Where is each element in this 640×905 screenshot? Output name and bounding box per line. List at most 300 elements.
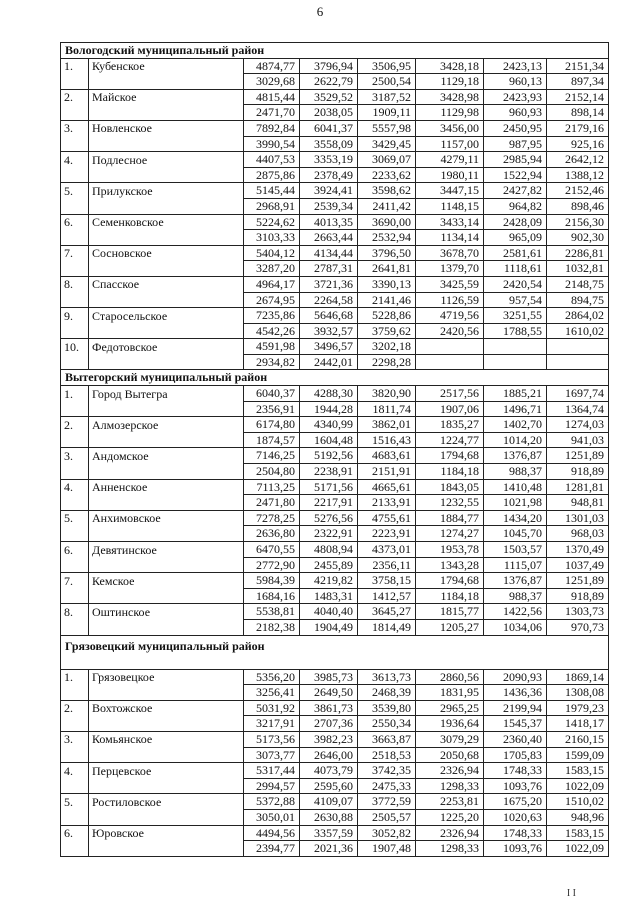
row-index xyxy=(61,292,89,308)
value-cell: 1022,09 xyxy=(547,778,609,794)
value-cell: 1251,89 xyxy=(547,448,609,464)
value-cell: 1303,73 xyxy=(547,604,609,620)
row-index: 1. xyxy=(61,669,89,685)
value-cell: 2504,80 xyxy=(244,464,300,480)
value-cell: 2217,91 xyxy=(300,495,358,511)
value-cell: 1583,15 xyxy=(547,763,609,779)
value-cell: 1281,81 xyxy=(547,479,609,495)
row-index: 2. xyxy=(61,417,89,433)
settlement-name: Старосельское xyxy=(89,308,244,324)
row-index: 1. xyxy=(61,386,89,402)
value-cell: 1129,98 xyxy=(416,105,484,121)
row-index: 6. xyxy=(61,214,89,230)
row-index: 5. xyxy=(61,510,89,526)
value-cell: 4109,07 xyxy=(300,794,358,810)
value-cell: 6041,37 xyxy=(300,120,358,136)
settlement-name: Семенковское xyxy=(89,214,244,230)
value-cell: 2505,57 xyxy=(358,809,416,825)
value-cell: 1422,56 xyxy=(484,604,547,620)
value-cell: 3990,54 xyxy=(244,136,300,152)
value-cell: 1944,28 xyxy=(300,401,358,417)
settlement-name: Девятинское xyxy=(89,542,244,558)
value-cell: 3287,20 xyxy=(244,261,300,277)
value-cell: 925,16 xyxy=(547,136,609,152)
value-cell: 2286,81 xyxy=(547,245,609,261)
value-cell: 1037,49 xyxy=(547,557,609,573)
row-index: 3. xyxy=(61,448,89,464)
table-row xyxy=(61,604,609,620)
value-cell: 1884,77 xyxy=(416,510,484,526)
settlement-name: Кубенское xyxy=(89,58,244,74)
row-index xyxy=(61,588,89,604)
table-row xyxy=(61,323,609,339)
value-cell: 2151,91 xyxy=(358,464,416,480)
value-cell: 5276,56 xyxy=(300,510,358,526)
value-cell: 1604,48 xyxy=(300,432,358,448)
value-cell: 1021,98 xyxy=(484,495,547,511)
row-index xyxy=(61,105,89,121)
row-index xyxy=(61,778,89,794)
row-index xyxy=(61,716,89,732)
value-cell: 2090,93 xyxy=(484,669,547,685)
table-row xyxy=(61,557,609,573)
section-title: Вытегорский муниципальный район xyxy=(61,370,609,386)
settlement-name xyxy=(89,198,244,214)
value-cell: 3796,50 xyxy=(358,245,416,261)
section-title: Вологодский муниципальный район xyxy=(61,43,609,59)
value-cell: 1376,87 xyxy=(484,448,547,464)
value-cell: 5372,88 xyxy=(244,794,300,810)
table-row xyxy=(61,432,609,448)
table-row xyxy=(61,292,609,308)
table-row xyxy=(61,794,609,810)
value-cell xyxy=(416,339,484,355)
value-cell: 7113,25 xyxy=(244,479,300,495)
value-cell: 3932,57 xyxy=(300,323,358,339)
table-row xyxy=(61,245,609,261)
value-cell: 3353,19 xyxy=(300,152,358,168)
value-cell: 1251,89 xyxy=(547,573,609,589)
value-cell: 5538,81 xyxy=(244,604,300,620)
value-cell: 918,89 xyxy=(547,464,609,480)
table-row xyxy=(61,354,609,370)
settlement-name: Юровское xyxy=(89,825,244,841)
value-cell: 2532,94 xyxy=(358,230,416,246)
value-cell: 4808,94 xyxy=(300,542,358,558)
value-cell: 3529,52 xyxy=(300,89,358,105)
value-cell: 2517,56 xyxy=(416,386,484,402)
value-cell: 1599,09 xyxy=(547,747,609,763)
section-header xyxy=(61,635,609,669)
value-cell: 2356,11 xyxy=(358,557,416,573)
table-row xyxy=(61,136,609,152)
table-row xyxy=(61,825,609,841)
table-row xyxy=(61,198,609,214)
value-cell: 1610,02 xyxy=(547,323,609,339)
settlement-name: Вохтожское xyxy=(89,700,244,716)
settlement-name xyxy=(89,464,244,480)
settlement-name: Спасское xyxy=(89,276,244,292)
value-cell: 1134,14 xyxy=(416,230,484,246)
value-cell: 3820,90 xyxy=(358,386,416,402)
table-row xyxy=(61,261,609,277)
value-cell: 5192,56 xyxy=(300,448,358,464)
value-cell: 2253,81 xyxy=(416,794,484,810)
value-cell: 3357,59 xyxy=(300,825,358,841)
value-cell: 4815,44 xyxy=(244,89,300,105)
value-cell: 3613,73 xyxy=(358,669,416,685)
table-row xyxy=(61,276,609,292)
value-cell xyxy=(416,354,484,370)
value-cell: 1298,33 xyxy=(416,778,484,794)
row-index: 4. xyxy=(61,763,89,779)
value-cell: 918,89 xyxy=(547,588,609,604)
value-cell: 2475,33 xyxy=(358,778,416,794)
settlement-name: Ростиловское xyxy=(89,794,244,810)
value-cell: 7278,25 xyxy=(244,510,300,526)
table-row xyxy=(61,120,609,136)
table-row xyxy=(61,479,609,495)
table-row xyxy=(61,183,609,199)
value-cell: 2223,91 xyxy=(358,526,416,542)
value-cell: 3217,91 xyxy=(244,716,300,732)
table-row xyxy=(61,89,609,105)
value-cell: 2641,81 xyxy=(358,261,416,277)
table-row xyxy=(61,401,609,417)
value-cell: 5228,86 xyxy=(358,308,416,324)
settlement-name: Майское xyxy=(89,89,244,105)
value-cell: 2985,94 xyxy=(484,152,547,168)
value-cell: 1697,74 xyxy=(547,386,609,402)
value-cell: 1022,09 xyxy=(547,841,609,857)
value-cell: 1225,20 xyxy=(416,809,484,825)
settlement-name xyxy=(89,841,244,857)
value-cell: 1843,05 xyxy=(416,479,484,495)
value-cell: 1510,02 xyxy=(547,794,609,810)
value-cell: 2518,53 xyxy=(358,747,416,763)
value-cell: 1343,28 xyxy=(416,557,484,573)
settlement-name xyxy=(89,167,244,183)
value-cell: 2875,86 xyxy=(244,167,300,183)
row-index xyxy=(61,167,89,183)
value-cell: 1129,18 xyxy=(416,74,484,90)
row-index xyxy=(61,841,89,857)
settlement-name xyxy=(89,432,244,448)
value-cell: 2994,57 xyxy=(244,778,300,794)
value-cell: 1835,27 xyxy=(416,417,484,433)
value-cell: 3539,80 xyxy=(358,700,416,716)
value-cell: 2152,14 xyxy=(547,89,609,105)
settlement-name: Федотовское xyxy=(89,339,244,355)
value-cell: 968,03 xyxy=(547,526,609,542)
settlement-name: Подлесное xyxy=(89,152,244,168)
settlement-name xyxy=(89,261,244,277)
value-cell: 1115,07 xyxy=(484,557,547,573)
value-cell: 2322,91 xyxy=(300,526,358,542)
value-cell: 3079,29 xyxy=(416,731,484,747)
value-cell: 5173,56 xyxy=(244,731,300,747)
value-cell: 3052,82 xyxy=(358,825,416,841)
value-cell: 2595,60 xyxy=(300,778,358,794)
table-row xyxy=(61,495,609,511)
row-index xyxy=(61,747,89,763)
row-index: 2. xyxy=(61,89,89,105)
value-cell: 2326,94 xyxy=(416,763,484,779)
value-cell: 2133,91 xyxy=(358,495,416,511)
value-cell: 2264,58 xyxy=(300,292,358,308)
value-cell: 1364,74 xyxy=(547,401,609,417)
settlement-name xyxy=(89,323,244,339)
table-body xyxy=(61,43,609,857)
row-index xyxy=(61,464,89,480)
value-cell: 948,96 xyxy=(547,809,609,825)
value-cell: 3721,36 xyxy=(300,276,358,292)
value-cell: 1545,37 xyxy=(484,716,547,732)
settlement-name: Алмозерское xyxy=(89,417,244,433)
value-cell: 4073,79 xyxy=(300,763,358,779)
value-cell: 988,37 xyxy=(484,464,547,480)
table-row xyxy=(61,542,609,558)
settlement-name xyxy=(89,105,244,121)
value-cell: 1980,11 xyxy=(416,167,484,183)
row-index: 9. xyxy=(61,308,89,324)
value-cell: 1014,20 xyxy=(484,432,547,448)
settlement-name xyxy=(89,401,244,417)
table-row xyxy=(61,763,609,779)
value-cell: 957,54 xyxy=(484,292,547,308)
value-cell: 2471,70 xyxy=(244,105,300,121)
row-index: 8. xyxy=(61,276,89,292)
value-cell: 3759,62 xyxy=(358,323,416,339)
table-row xyxy=(61,778,609,794)
value-cell: 2050,68 xyxy=(416,747,484,763)
value-cell: 4542,26 xyxy=(244,323,300,339)
value-cell xyxy=(547,339,609,355)
value-cell: 941,03 xyxy=(547,432,609,448)
value-cell: 2934,82 xyxy=(244,354,300,370)
value-cell: 1794,68 xyxy=(416,448,484,464)
value-cell: 3433,14 xyxy=(416,214,484,230)
value-cell: 2238,91 xyxy=(300,464,358,480)
row-index: 6. xyxy=(61,542,89,558)
value-cell: 3796,94 xyxy=(300,58,358,74)
value-cell: 1184,18 xyxy=(416,464,484,480)
value-cell: 2179,16 xyxy=(547,120,609,136)
value-cell: 3073,77 xyxy=(244,747,300,763)
row-index: 4. xyxy=(61,152,89,168)
value-cell: 3645,27 xyxy=(358,604,416,620)
value-cell: 5031,92 xyxy=(244,700,300,716)
table-row xyxy=(61,386,609,402)
settlement-name xyxy=(89,230,244,246)
settlement-name: Прилукское xyxy=(89,183,244,199)
table-row xyxy=(61,105,609,121)
value-cell: 898,46 xyxy=(547,198,609,214)
value-cell: 2539,34 xyxy=(300,198,358,214)
value-cell: 2965,25 xyxy=(416,700,484,716)
value-cell: 2471,80 xyxy=(244,495,300,511)
value-cell: 7146,25 xyxy=(244,448,300,464)
value-cell: 1705,83 xyxy=(484,747,547,763)
settlement-name: Новленское xyxy=(89,120,244,136)
value-cell: 1093,76 xyxy=(484,778,547,794)
value-cell: 1885,21 xyxy=(484,386,547,402)
value-cell: 4494,56 xyxy=(244,825,300,841)
value-cell: 1301,03 xyxy=(547,510,609,526)
value-cell: 2450,95 xyxy=(484,120,547,136)
settlement-name: Оштинское xyxy=(89,604,244,620)
value-cell: 1434,20 xyxy=(484,510,547,526)
value-cell: 964,82 xyxy=(484,198,547,214)
value-cell: 4683,61 xyxy=(358,448,416,464)
table-row xyxy=(61,809,609,825)
row-index xyxy=(61,136,89,152)
value-cell: 897,34 xyxy=(547,74,609,90)
row-index xyxy=(61,401,89,417)
row-index xyxy=(61,354,89,370)
corner-mark: I I xyxy=(566,888,576,899)
value-cell: 3496,57 xyxy=(300,339,358,355)
value-cell: 1904,49 xyxy=(300,619,358,635)
value-cell: 1496,71 xyxy=(484,401,547,417)
row-index xyxy=(61,809,89,825)
row-index xyxy=(61,432,89,448)
value-cell: 2630,88 xyxy=(300,809,358,825)
value-cell: 4719,56 xyxy=(416,308,484,324)
value-cell: 960,13 xyxy=(484,74,547,90)
value-cell: 2423,93 xyxy=(484,89,547,105)
value-cell: 1148,15 xyxy=(416,198,484,214)
value-cell: 2468,39 xyxy=(358,685,416,701)
value-cell: 2787,31 xyxy=(300,261,358,277)
value-cell: 2148,75 xyxy=(547,276,609,292)
table-row xyxy=(61,464,609,480)
settlement-name xyxy=(89,685,244,701)
row-index: 3. xyxy=(61,731,89,747)
value-cell: 4040,40 xyxy=(300,604,358,620)
row-index xyxy=(61,230,89,246)
value-cell: 3029,68 xyxy=(244,74,300,90)
value-cell: 4407,53 xyxy=(244,152,300,168)
settlement-name xyxy=(89,292,244,308)
row-index xyxy=(61,526,89,542)
table-row xyxy=(61,339,609,355)
settlement-name xyxy=(89,588,244,604)
value-cell: 965,09 xyxy=(484,230,547,246)
value-cell: 3663,87 xyxy=(358,731,416,747)
section-title: Грязовецкий муниципальный район xyxy=(61,635,609,669)
value-cell: 1815,77 xyxy=(416,604,484,620)
value-cell: 1503,57 xyxy=(484,542,547,558)
table-row xyxy=(61,841,609,857)
value-cell: 4219,82 xyxy=(300,573,358,589)
settlement-name: Кемское xyxy=(89,573,244,589)
value-cell: 1020,63 xyxy=(484,809,547,825)
settlement-name xyxy=(89,716,244,732)
settlement-name xyxy=(89,354,244,370)
value-cell: 2298,28 xyxy=(358,354,416,370)
value-cell: 1379,70 xyxy=(416,261,484,277)
table-row xyxy=(61,510,609,526)
value-cell: 5404,12 xyxy=(244,245,300,261)
value-cell xyxy=(484,354,547,370)
table-row xyxy=(61,526,609,542)
settlement-name: Сосновское xyxy=(89,245,244,261)
value-cell: 1436,36 xyxy=(484,685,547,701)
value-cell: 2156,30 xyxy=(547,214,609,230)
value-cell: 3598,62 xyxy=(358,183,416,199)
table-row xyxy=(61,700,609,716)
value-cell: 3428,98 xyxy=(416,89,484,105)
value-cell: 1483,31 xyxy=(300,588,358,604)
value-cell: 2707,36 xyxy=(300,716,358,732)
table-row xyxy=(61,731,609,747)
settlement-name xyxy=(89,557,244,573)
value-cell: 2646,00 xyxy=(300,747,358,763)
table-row xyxy=(61,308,609,324)
value-cell: 988,37 xyxy=(484,588,547,604)
row-index xyxy=(61,619,89,635)
value-cell: 4279,11 xyxy=(416,152,484,168)
value-cell: 2550,34 xyxy=(358,716,416,732)
value-cell: 4013,35 xyxy=(300,214,358,230)
value-cell: 2152,46 xyxy=(547,183,609,199)
value-cell: 7235,86 xyxy=(244,308,300,324)
value-cell: 6040,37 xyxy=(244,386,300,402)
row-index xyxy=(61,261,89,277)
value-cell: 3558,09 xyxy=(300,136,358,152)
value-cell: 3187,52 xyxy=(358,89,416,105)
value-cell: 894,75 xyxy=(547,292,609,308)
value-cell: 1953,78 xyxy=(416,542,484,558)
table-row xyxy=(61,573,609,589)
value-cell: 1979,23 xyxy=(547,700,609,716)
value-cell: 2326,94 xyxy=(416,825,484,841)
row-index: 7. xyxy=(61,245,89,261)
value-cell: 2968,91 xyxy=(244,198,300,214)
value-cell xyxy=(547,354,609,370)
value-cell: 970,73 xyxy=(547,619,609,635)
value-cell: 1412,57 xyxy=(358,588,416,604)
value-cell: 2199,94 xyxy=(484,700,547,716)
value-cell: 2864,02 xyxy=(547,308,609,324)
value-cell: 4340,99 xyxy=(300,417,358,433)
value-cell: 3251,55 xyxy=(484,308,547,324)
table-row xyxy=(61,167,609,183)
settlement-name xyxy=(89,619,244,635)
row-index: 2. xyxy=(61,700,89,716)
value-cell: 6174,80 xyxy=(244,417,300,433)
value-cell: 3050,01 xyxy=(244,809,300,825)
value-cell: 2860,56 xyxy=(416,669,484,685)
value-cell: 902,30 xyxy=(547,230,609,246)
table-row xyxy=(61,588,609,604)
value-cell: 1516,43 xyxy=(358,432,416,448)
value-cell: 2649,50 xyxy=(300,685,358,701)
value-cell: 1788,55 xyxy=(484,323,547,339)
table-row xyxy=(61,58,609,74)
value-cell: 2420,56 xyxy=(416,323,484,339)
row-index: 5. xyxy=(61,183,89,199)
value-cell: 1869,14 xyxy=(547,669,609,685)
value-cell: 4964,17 xyxy=(244,276,300,292)
value-cell: 3103,33 xyxy=(244,230,300,246)
value-cell: 4755,61 xyxy=(358,510,416,526)
row-index xyxy=(61,74,89,90)
value-cell: 6470,55 xyxy=(244,542,300,558)
settlement-name: Анненское xyxy=(89,479,244,495)
value-cell: 1032,81 xyxy=(547,261,609,277)
